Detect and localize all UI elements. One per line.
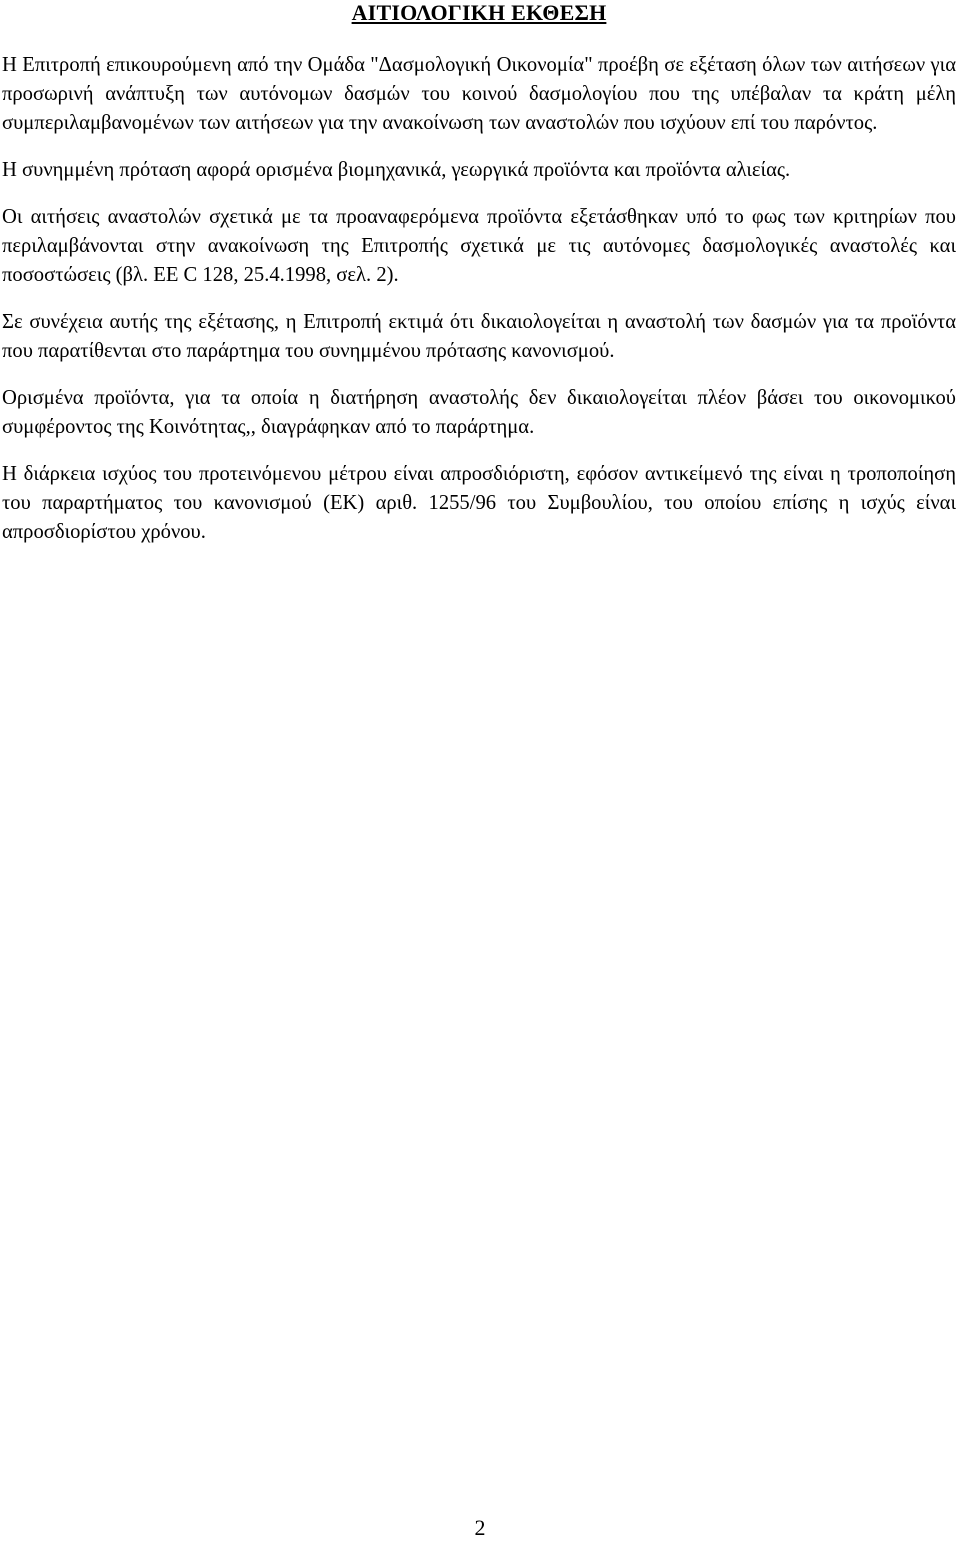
document-title: ΑΙΤΙΟΛΟΓΙΚΗ ΕΚΘΕΣΗ [351, 0, 607, 25]
paragraph-4: Σε συνέχεια αυτής της εξέτασης, η Επιτροπή εκτιμά ότι δικαιολογείται η αναστολή των δασμών για τα προϊόντα που παρατίθενται στο παράρτημα του συνημμένου πρότασης κανονισμού. [2, 311, 956, 362]
paragraph-5: Ορισμένα προϊόντα, για τα οποία η διατήρηση αναστολής δεν δικαιολογείται πλέον βάσει του οικονομικού συμφέροντος της Κοινότητας,, διαγράφηκαν από το παράρτημα. [2, 387, 956, 438]
page-number: 2 [474, 1515, 486, 1540]
paragraph-3: Οι αιτήσεις αναστολών σχετικά με τα προαναφερόμενα προϊόντα εξετάσθηκαν υπό το φως των κριτηρίων που περιλαμβάνονται στην ανακοίνωση της Επιτροπής σχετικά με τις αυτόνομες δασμολογικές αναστολές και ποσοστώσεις (βλ. ΕΕ C 128, 25.4.1998, σελ. 2). [2, 206, 956, 286]
paragraph-2: Η συνημμένη πρόταση αφορά ορισμένα βιομηχανικά, γεωργικά προϊόντα και προϊόντα αλιείας. [2, 159, 791, 181]
paragraph-1: Η Επιτροπή επικουρούμενη από την Ομάδα "Δασμολογική Οικονομία" προέβη σε εξέταση όλων των αιτήσεων για προσωρινή ανάπτυξη των αυτόνομων δασμών του κοινού δασμολογίου που της υπέβαλαν τα κράτη μέλη συμπεριλαμβανομένων των αιτήσεων για την ανακοίνωση των αναστολών που ισχύουν επί του παρόντος. [2, 54, 956, 134]
paragraph-6: Η διάρκεια ισχύος του προτεινόμενου μέτρου είναι απροσδιόριστη, εφόσον αντικείμενό της είναι η τροποποίηση του παραρτήματος του κανονισμού (ΕΚ) αριθ. 1255/96 του Συμβουλίου, του οποίου επίσης η ισχύς είναι απροσδιορίστου χρόνου. [2, 463, 956, 543]
